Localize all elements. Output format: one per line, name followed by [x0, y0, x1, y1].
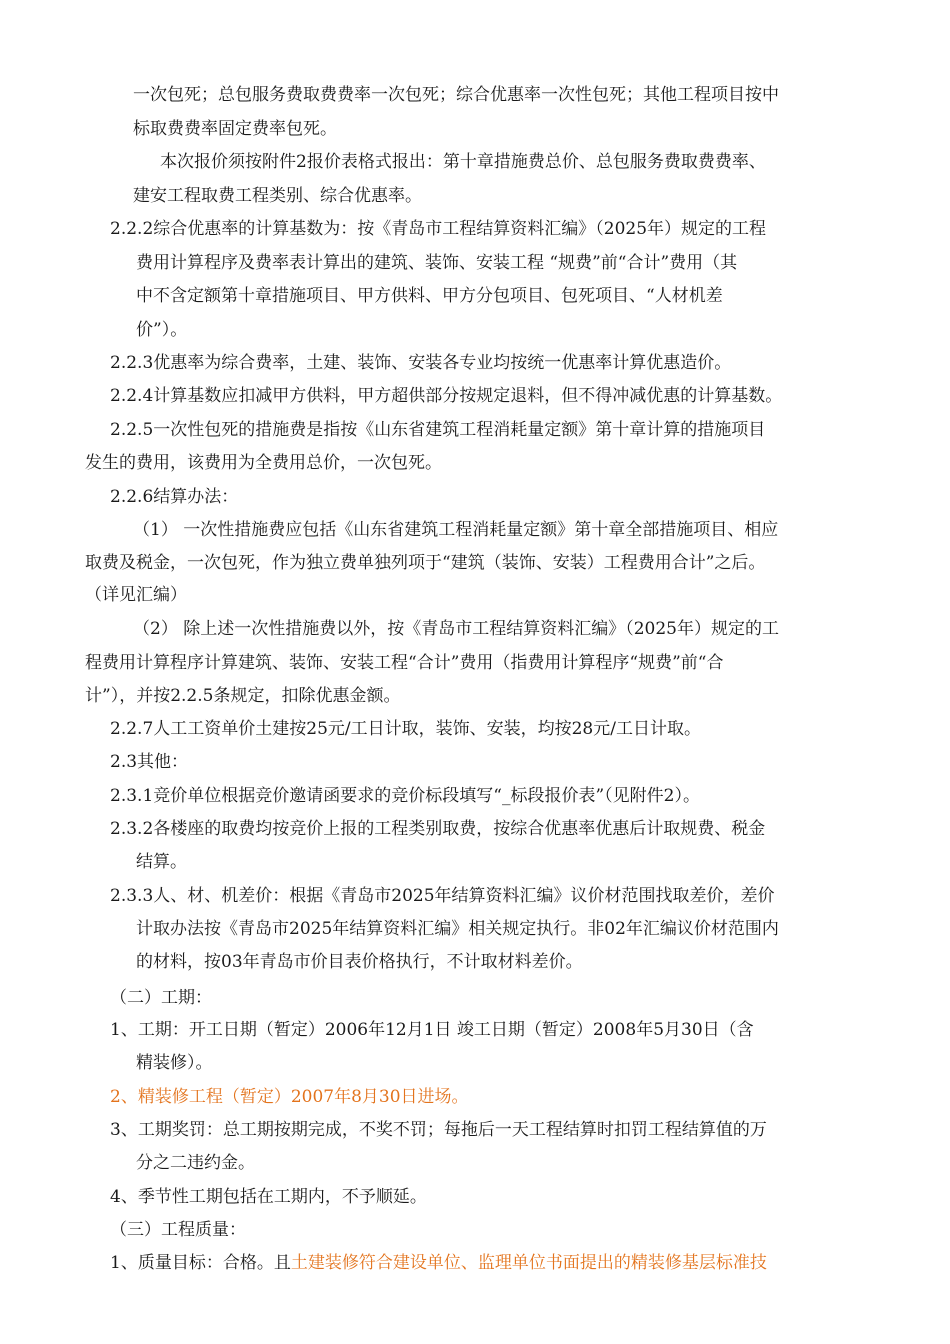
text-line: 2.2.6结算办法： — [110, 487, 239, 507]
text-line: 取费及税金，一次包死，作为独立费单独列项于“建筑（装饰、安装）工程费用合计”之后。 — [85, 553, 766, 573]
text-line: 费用计算程序及费率表计算出的建筑、装饰、安装工程 “规费”前“合计”费用（其 — [136, 253, 738, 273]
text-line: （详见汇编） — [85, 585, 187, 605]
text-line: 计取办法按《青岛市2025年结算资料汇编》相关规定执行。非02年汇编议价材范围内 — [136, 919, 779, 939]
text-line: 分之二违约金。 — [136, 1153, 255, 1173]
text-line: （2） 除上述一次性措施费以外，按《青岛市工程结算资料汇编》（2025年）规定的工 — [133, 619, 779, 639]
text-line: 建安工程取费工程类别、综合优惠率。 — [133, 186, 422, 206]
text-line: 2.2.4计算基数应扣减甲方供料，甲方超供部分按规定退料，但不得冲减优惠的计算基数。 — [110, 386, 783, 406]
highlighted-line: 2、精装修工程（暂定）2007年8月30日进场。 — [110, 1087, 469, 1107]
text-line: 精装修）。 — [136, 1053, 213, 1073]
text-line: 一次包死；总包服务费取费费率一次包死；综合优惠率一次性包死；其他工程项目按中 — [133, 85, 779, 105]
text-line: 1、工期：开工日期（暂定）2006年12月1日 竣工日期（暂定）2008年5月30日（含 — [110, 1020, 754, 1040]
text-line: 2.2.2综合优惠率的计算基数为：按《青岛市工程结算资料汇编》（2025年）规定的工程 — [110, 219, 767, 239]
text-line: 发生的费用，该费用为全费用总价，一次包死。 — [85, 453, 442, 473]
text-line: 2.3.3人、材、机差价：根据《青岛市2025年结算资料汇编》议价材范围找取差价，差价 — [110, 886, 775, 906]
text-line: 3、工期奖罚：总工期按期完成，不奖不罚；每拖后一天工程结算时扣罚工程结算值的万 — [110, 1120, 767, 1140]
line-prefix: 1、质量目标：合格。且 — [110, 1253, 291, 1273]
text-line: 2.2.3优惠率为综合费率，土建、装饰、安装各专业均按统一优惠率计算优惠造价。 — [110, 353, 732, 373]
text-line: 本次报价须按附件2报价表格式报出：第十章措施费总价、总包服务费取费费率、 — [160, 152, 766, 172]
section-heading: （二）工期： — [110, 988, 212, 1008]
text-line: 程费用计算程序计算建筑、装饰、安装工程“合计”费用（指费用计算程序“规费”前“合 — [85, 653, 724, 673]
text-line: 的材料，按03年青岛市价目表价格执行，不计取材料差价。 — [136, 952, 583, 972]
text-line: 2.3.1竞价单位根据竞价邀请函要求的竞价标段填写“_标段报价表”（见附件2）。 — [110, 786, 700, 806]
text-line — [110, 1250, 767, 1276]
text-line: （1） 一次性措施费应包括《山东省建筑工程消耗量定额》第十章全部措施项目、相应 — [133, 520, 779, 540]
text-line: 2.2.5一次性包死的措施费是指按《山东省建筑工程消耗量定额》第十章计算的措施项目 — [110, 420, 766, 440]
text-line: 价”）。 — [136, 320, 188, 340]
text-line: 结算。 — [136, 852, 187, 872]
text-line: 4、季节性工期包括在工期内，不予顺延。 — [110, 1187, 427, 1207]
highlighted-text: 土建装修符合建设单位、监理单位书面提出的精装修基层标准技 — [290, 1253, 767, 1273]
text-line: 2.3其他： — [110, 752, 189, 772]
text-line: 2.2.7人工工资单价土建按25元/工日计取，装饰、安装，均按28元/工日计取。 — [110, 719, 701, 739]
text-line: 计”），并按2.2.5条规定，扣除优惠金额。 — [85, 686, 401, 706]
text-line: 标取费费率固定费率包死。 — [133, 119, 337, 139]
text-line: 中不含定额第十章措施项目、甲方供料、甲方分包项目、包死项目、“人材机差 — [136, 286, 723, 306]
text-line: 2.3.2各楼座的取费均按竞价上报的工程类别取费，按综合优惠率优惠后计取规费、税金 — [110, 819, 766, 839]
section-heading: （三）工程质量： — [110, 1220, 246, 1240]
